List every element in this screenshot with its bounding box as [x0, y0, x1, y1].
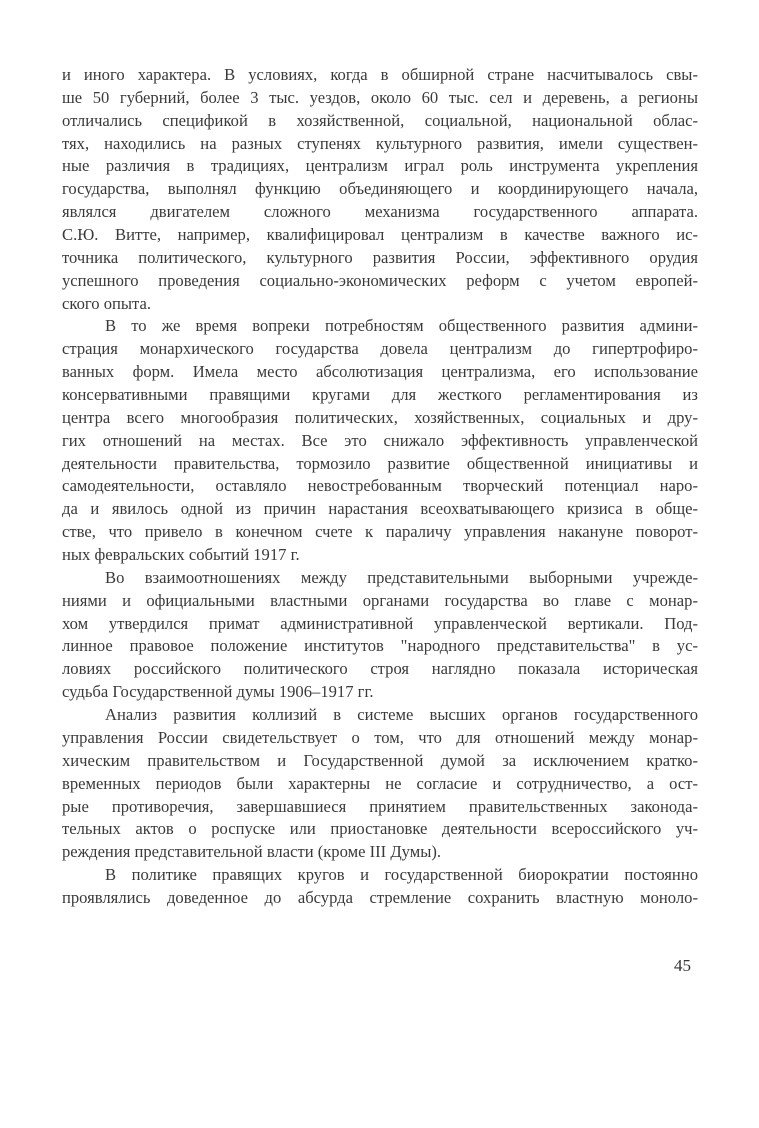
text-line: хическим правительством и Государственной думой за исключением кратко-	[62, 750, 698, 770]
text-line: деятельности правительства, тормозило развитие общественной инициативы и	[62, 453, 698, 473]
text-line: линное правовое положение институтов "народного представительства" в ус-	[62, 636, 698, 656]
text-line: Во взаимоотношениях между представительными выборными учрежде-	[105, 567, 698, 587]
page-number: 45	[674, 956, 691, 975]
page-body	[62, 64, 698, 910]
paragraph	[62, 315, 698, 566]
text-line: центра всего многообразия политических, хозяйственных, социальных и дру-	[62, 407, 698, 427]
text-line: ванных форм. Имела место абсолютизация централизма, его использование	[62, 362, 698, 382]
text-line: судьба Государственной думы 1906–1917 гг.	[62, 682, 374, 702]
text-line: реждения представительной власти (кроме III Думы).	[62, 842, 442, 862]
text-line: являлся двигателем сложного механизма государственного аппарата.	[62, 202, 698, 222]
text-line: ловиях российского политического строя наглядно показала историческая	[62, 659, 698, 679]
text-line: ных февральских событий 1917 г.	[62, 545, 300, 565]
text-line: В то же время вопреки потребностям общественного развития админи-	[105, 316, 698, 336]
text-line: и иного характера. В условиях, когда в обширной стране насчитывалось свы-	[62, 65, 698, 84]
text-line: ные различия в традициях, централизм играл роль инструмента укрепления	[62, 156, 698, 176]
text-line: ского опыта.	[62, 293, 152, 313]
text-line: да и явилось одной из причин нарастания всеохватывающего кризиса в обще-	[62, 499, 698, 519]
text-line: Анализ развития коллизий в системе высших органов государственного	[105, 705, 698, 725]
text-line: гих отношений на местах. Все это снижало эффективность управленческой	[62, 430, 698, 450]
text-line: консервативными правящими кругами для жесткого регламентирования из	[62, 385, 698, 405]
text-line: стве, что привело в конечном счете к параличу управления накануне поворот-	[62, 522, 698, 542]
text-line: С.Ю. Витте, например, квалифицировал централизм в качестве важного ис-	[62, 225, 698, 245]
paragraph	[62, 64, 698, 315]
text-line: управления России свидетельствует о том, что для отношений между монар-	[62, 727, 698, 747]
paragraph	[62, 567, 698, 704]
text-line: рые противоречия, завершавшиеся принятием правительственных законода-	[62, 796, 698, 816]
text-line: хом утвердился примат административной управленческой вертикали. Под-	[62, 613, 698, 633]
text-line: отличались спецификой в хозяйственной, социальной, национальной облас-	[62, 110, 698, 130]
text-line: самодеятельности, оставляло невостребованным творческий потенциал наро-	[62, 476, 698, 496]
text-line: временных периодов были характерны не согласие и сотрудничество, а ост-	[62, 773, 698, 793]
text-line: тельных актов о роспуске или приостановке деятельности всероссийского уч-	[62, 819, 698, 839]
text-line: В политике правящих кругов и государственной биорократии постоянно	[105, 865, 698, 885]
paragraph	[62, 704, 698, 864]
text-line: точника политического, культурного развития России, эффективного орудия	[62, 247, 698, 267]
text-line: проявлялись доведенное до абсурда стремление сохранить властную моноло-	[62, 887, 698, 907]
paragraph	[62, 864, 698, 910]
text-line: государства, выполнял функцию объединяющего и координирующего начала,	[62, 179, 698, 199]
text-line: тях, находились на разных ступенях культурного развития, имели существен-	[62, 133, 698, 153]
text-line: страция монархического государства довела централизм до гипертрофиро-	[62, 339, 698, 359]
text-line: ниями и официальными властными органами государства во главе с монар-	[62, 590, 698, 610]
text-line: успешного проведения социально-экономических реформ с учетом европей-	[62, 270, 698, 290]
text-line: ше 50 губерний, более 3 тыс. уездов, около 60 тыс. сел и деревень, а регионы	[62, 87, 698, 107]
